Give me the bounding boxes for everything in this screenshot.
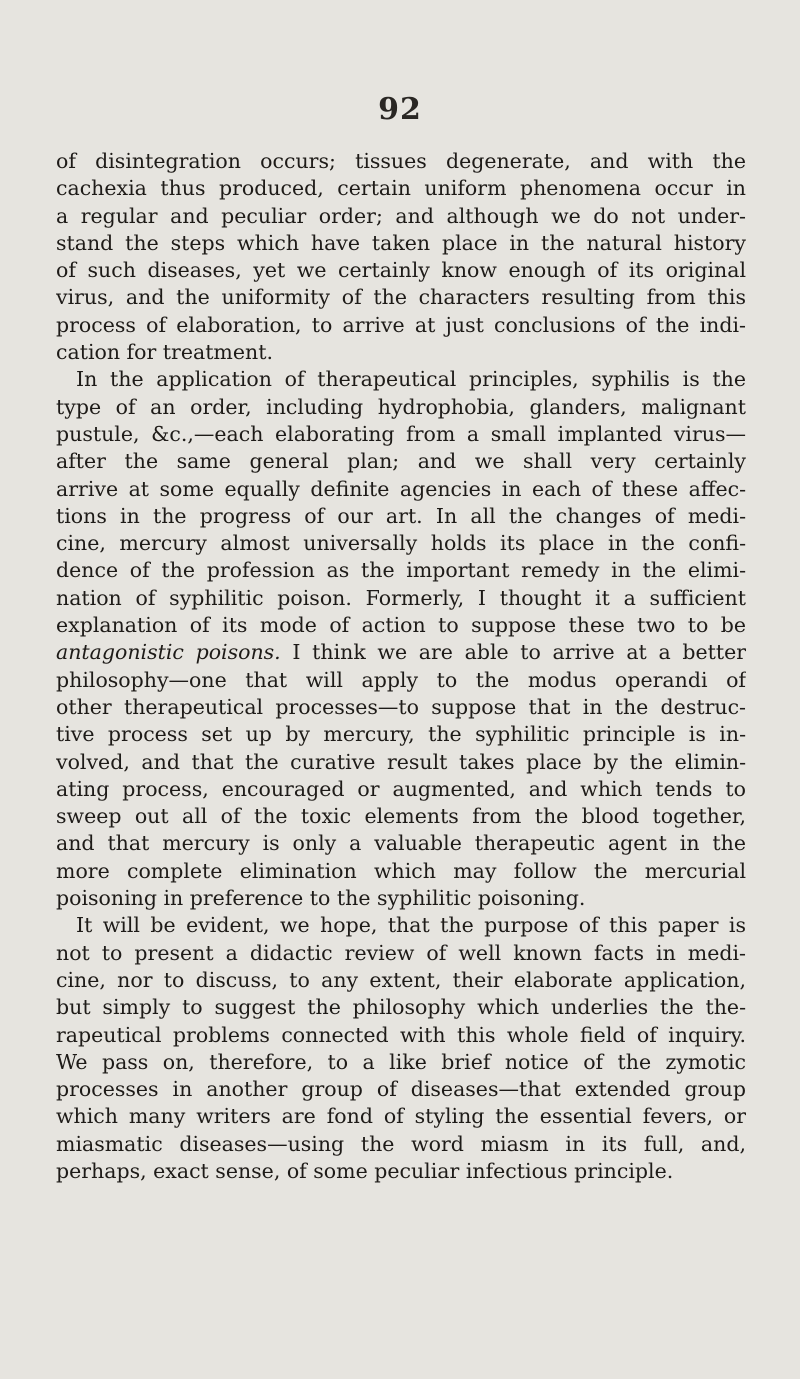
text-line: perhaps, exact sense, of some peculiar infectious principle. <box>56 1158 674 1183</box>
text-line: which many writers are fond of styling the essential fevers, or <box>56 1104 746 1129</box>
text-line: rapeutical problems connected with this whole field of inquiry. <box>56 1022 746 1047</box>
text-line: pustule, &c.,—each elaborating from a small implanted virus— <box>56 421 746 446</box>
text-line: virus, and the uniformity of the characters resulting from this <box>56 285 746 310</box>
text-line: cation for treatment. <box>56 340 273 365</box>
text-line: nation of syphilitic poison. Formerly, I thought it a sufficient <box>56 585 746 610</box>
line-suffix: I think we are able to arrive at a better <box>280 640 746 665</box>
text-line: more complete elimination which may follow the mercurial <box>56 858 746 883</box>
text-line: and that mercury is only a valuable therapeutic agent in the <box>56 831 746 856</box>
text-line: ating process, encouraged or augmented, and which tends to <box>56 776 746 801</box>
text-line: process of elaboration, to arrive at just conclusions of the indi- <box>56 312 746 337</box>
text-line: arrive at some equally definite agencies in each of these affec- <box>56 476 746 501</box>
text-line-with-italic <box>56 639 746 666</box>
text-line: but simply to suggest the philosophy which underlies the the- <box>56 995 746 1020</box>
text-line: a regular and peculiar order; and although we do not under- <box>56 203 746 228</box>
body-text <box>56 148 746 1185</box>
text-line: processes in another group of diseases—that extended group <box>56 1077 746 1102</box>
text-line: explanation of its mode of action to suppose these two to be <box>56 613 746 638</box>
page-number: 92 <box>378 92 422 127</box>
text-line: In the application of therapeutical principles, syphilis is the <box>76 367 746 392</box>
text-line: poisoning in preference to the syphilitic poisoning. <box>56 886 586 911</box>
text-line: after the same general plan; and we shall very certainly <box>56 449 746 474</box>
text-line: of disintegration occurs; tissues degenerate, and with the <box>56 149 746 173</box>
text-line: stand the steps which have taken place in the natural history <box>56 230 746 255</box>
text-line: cachexia thus produced, certain uniform phenomena occur in <box>56 176 746 201</box>
text-line: miasmatic diseases—using the word miasm in its full, and, <box>56 1131 746 1156</box>
text-line: other therapeutical processes—to suppose that in the destruc- <box>56 694 746 719</box>
text-line: dence of the profession as the important remedy in the elimi- <box>56 558 746 583</box>
text-line: cine, nor to discuss, to any extent, their elaborate application, <box>56 967 746 992</box>
text-line: sweep out all of the toxic elements from the blood together, <box>56 804 746 829</box>
text-line: philosophy—one that will apply to the modus operandi of <box>56 667 746 692</box>
text-line: We pass on, therefore, to a like brief notice of the zymotic <box>56 1049 746 1074</box>
text-line: type of an order, including hydrophobia, glanders, malignant <box>56 394 746 419</box>
italic-phrase: antagonistic poisons. <box>56 640 281 665</box>
text-line: cine, mercury almost universally holds its place in the confi- <box>56 531 746 556</box>
text-line: of such diseases, yet we certainly know enough of its original <box>56 258 746 283</box>
text-line: volved, and that the curative result takes place by the elimin- <box>56 749 746 774</box>
text-line: It will be evident, we hope, that the purpose of this paper is <box>76 913 746 938</box>
text-line: not to present a didactic review of well known facts in medi- <box>56 940 746 965</box>
text-line: tions in the progress of our art. In all the changes of medi- <box>56 503 746 528</box>
text-line: tive process set up by mercury, the syphilitic principle is in- <box>56 722 746 747</box>
